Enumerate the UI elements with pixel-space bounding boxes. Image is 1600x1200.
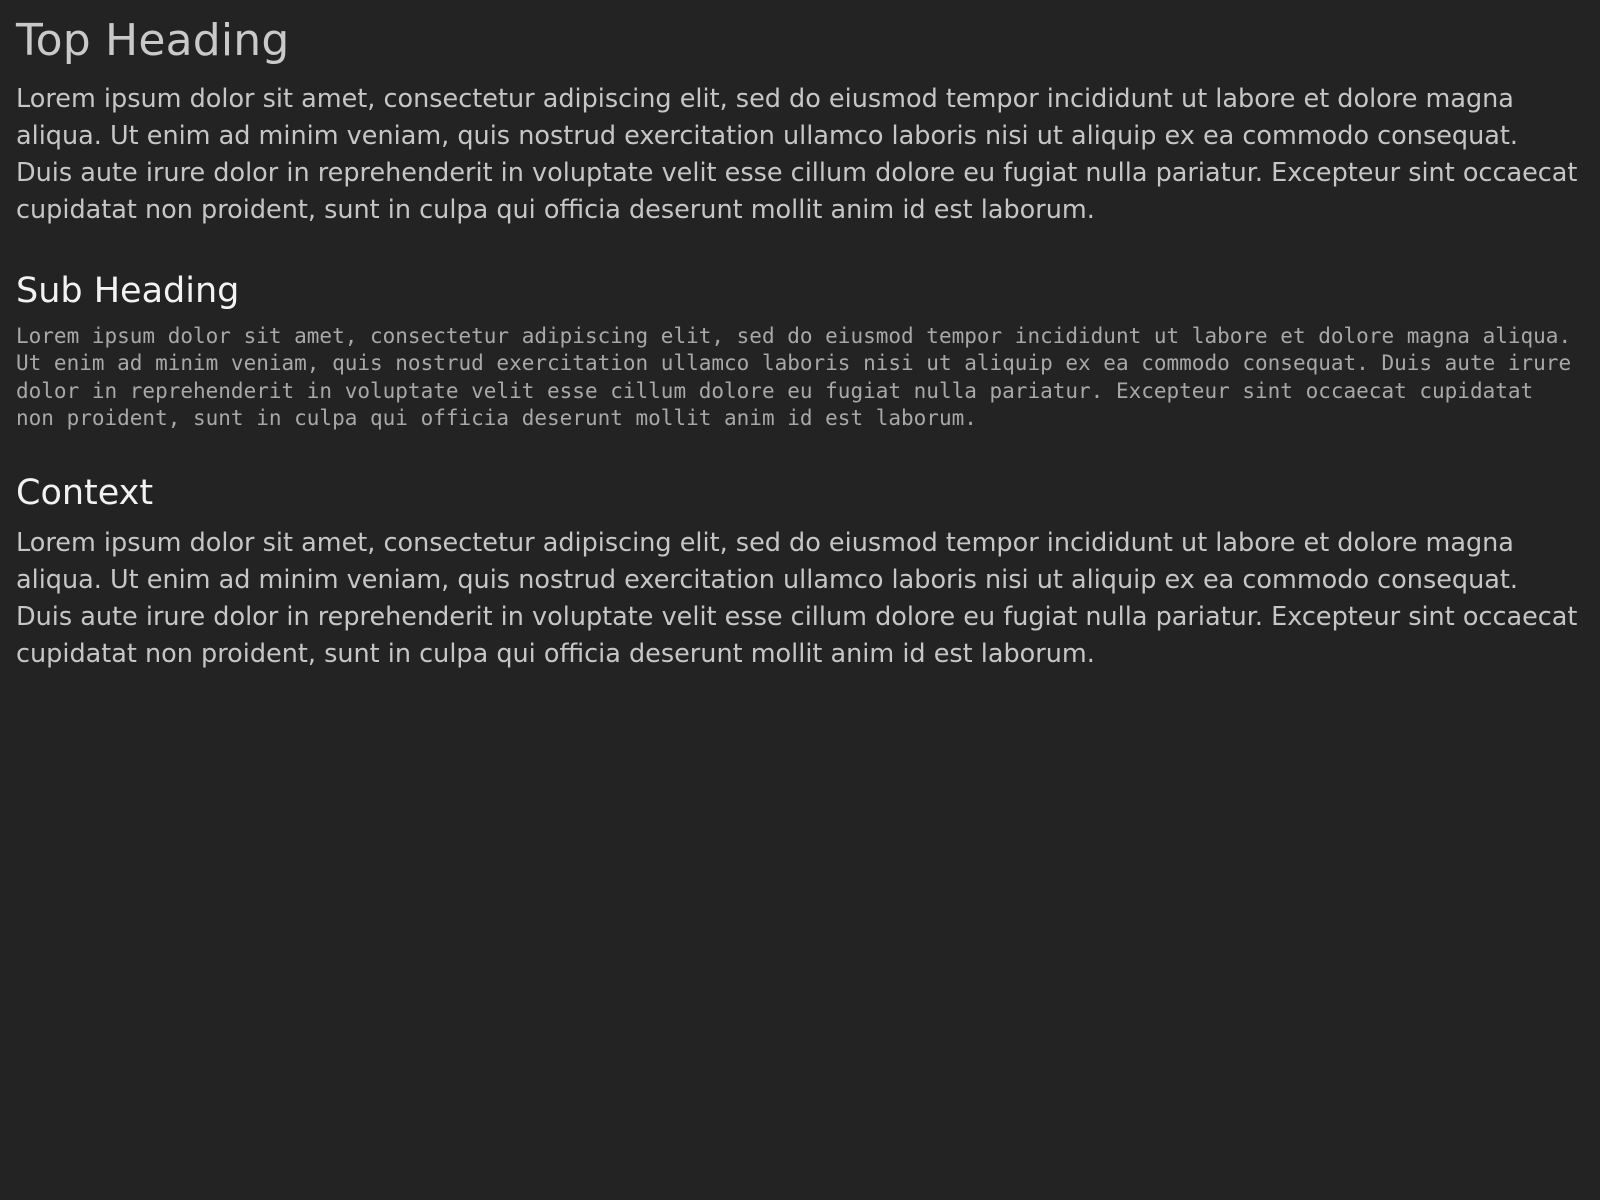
- monospace-paragraph: Lorem ipsum dolor sit amet, consectetur adipiscing elit, sed do eiusmod tempor incididunt ut labore et dolore magna aliqua. Ut enim ad minim veniam, quis nostrud exercitation ullamco laboris nisi ut aliquip ex ea commodo consequat. Duis aute irure dolor in reprehenderit in voluptate velit esse cillum dolore eu fugiat nulla pariatur. Excepteur sint occaecat cupidatat non proident, sunt in culpa qui officia deserunt mollit anim id est laborum.: [16, 323, 1584, 431]
- context-heading: Context: [16, 472, 154, 513]
- context-paragraph: Lorem ipsum dolor sit amet, consectetur adipiscing elit, sed do eiusmod tempor incididunt ut labore et dolore magna aliqua. Ut enim ad minim veniam, quis nostrud exercitation ullamco laboris nisi ut aliquip ex ea commodo consequat. Duis aute irure dolor in reprehenderit in voluptate velit esse cillum dolore eu fugiat nulla pariatur. Excepteur sint occaecat cupidatat non proident, sunt in culpa qui officia deserunt mollit anim id est laborum.: [16, 528, 1578, 670]
- intro-paragraph: Lorem ipsum dolor sit amet, consectetur adipiscing elit, sed do eiusmod tempor incididunt ut labore et dolore magna aliqua. Ut enim ad minim veniam, quis nostrud exercitation ullamco laboris nisi ut aliquip ex ea commodo consequat. Duis aute irure dolor in reprehenderit in voluptate velit esse cillum dolore eu fugiat nulla pariatur. Excepteur sint occaecat cupidatat non proident, sunt in culpa qui officia deserunt mollit anim id est laborum.: [16, 83, 1578, 225]
- sub-heading: Sub Heading: [16, 270, 240, 311]
- page-title: Top Heading: [16, 15, 290, 66]
